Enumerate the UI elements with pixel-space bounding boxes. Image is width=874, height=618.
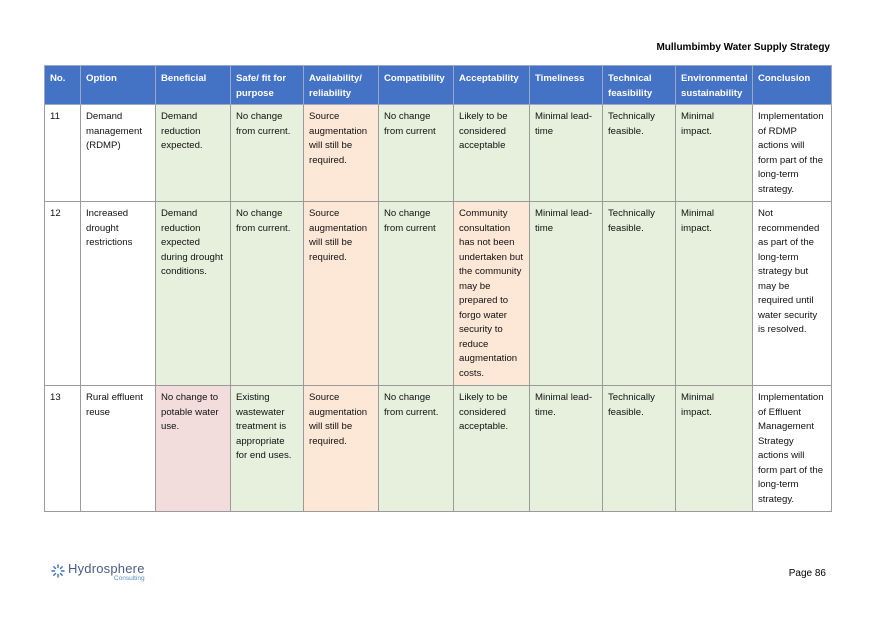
logo-name: Hydrosphere	[68, 561, 145, 576]
cell-environmental: Minimal impact.	[676, 386, 753, 512]
options-assessment-table	[44, 65, 832, 512]
cell-conclusion: Not recommended as part of the long-term strategy but may be required until water security is resolved.	[753, 202, 832, 386]
cell-compatibility: No change from current	[379, 202, 454, 386]
document-title: Mullumbimby Water Supply Strategy	[656, 42, 830, 53]
cell-timeliness: Minimal lead-time.	[530, 386, 603, 512]
column-header-conclusion: Conclusion	[753, 66, 832, 105]
cell-environmental: Minimal impact.	[676, 105, 753, 202]
table-row	[45, 105, 832, 202]
table-header-row	[45, 66, 832, 105]
cell-timeliness: Minimal lead-time	[530, 202, 603, 386]
cell-availability: Source augmentation will still be required.	[304, 202, 379, 386]
cell-timeliness: Minimal lead-time	[530, 105, 603, 202]
cell-acceptability: Community consultation has not been undertaken but the community may be prepared to forgo water security to reduce augmentation costs.	[454, 202, 530, 386]
column-header-technical: Technical feasibility	[603, 66, 676, 105]
cell-availability: Source augmentation will still be required.	[304, 105, 379, 202]
column-header-option: Option	[81, 66, 156, 105]
cell-technical: Technically feasible.	[603, 386, 676, 512]
cell-technical: Technically feasible.	[603, 202, 676, 386]
cell-conclusion: Implementation of RDMP actions will form part of the long-term strategy.	[753, 105, 832, 202]
cell-compatibility: No change from current.	[379, 386, 454, 512]
water-swirl-icon	[50, 563, 66, 579]
column-header-beneficial: Beneficial	[156, 66, 231, 105]
cell-no: 12	[45, 202, 81, 386]
cell-environmental: Minimal impact.	[676, 202, 753, 386]
hydrosphere-logo	[50, 562, 145, 583]
cell-acceptability: Likely to be considered acceptable	[454, 105, 530, 202]
column-header-no: No.	[45, 66, 81, 105]
column-header-environmental: Environmental sustainability	[676, 66, 753, 105]
cell-no: 13	[45, 386, 81, 512]
column-header-safe: Safe/ fit for purpose	[231, 66, 304, 105]
logo-subtitle: Consulting	[113, 575, 145, 582]
cell-option: Rural effluent reuse	[81, 386, 156, 512]
cell-acceptability: Likely to be considered acceptable.	[454, 386, 530, 512]
cell-conclusion: Implementation of Effluent Management Strategy actions will form part of the long-term strategy.	[753, 386, 832, 512]
cell-beneficial: Demand reduction expected.	[156, 105, 231, 202]
cell-safe: No change from current.	[231, 202, 304, 386]
page-number: Page 86	[788, 568, 826, 579]
cell-safe: No change from current.	[231, 105, 304, 202]
cell-technical: Technically feasible.	[603, 105, 676, 202]
table-row	[45, 386, 832, 512]
column-header-acceptability: Acceptability	[454, 66, 530, 105]
cell-compatibility: No change from current	[379, 105, 454, 202]
cell-safe: Existing wastewater treatment is appropriate for end uses.	[231, 386, 304, 512]
cell-availability: Source augmentation will still be required.	[304, 386, 379, 512]
cell-option: Increased drought restrictions	[81, 202, 156, 386]
column-header-availability: Availability/ reliability	[304, 66, 379, 105]
column-header-compatibility: Compatibility	[379, 66, 454, 105]
column-header-timeliness: Timeliness	[530, 66, 603, 105]
cell-beneficial: Demand reduction expected during drought conditions.	[156, 202, 231, 386]
cell-no: 11	[45, 105, 81, 202]
cell-beneficial: No change to potable water use.	[156, 386, 231, 512]
cell-option: Demand management (RDMP)	[81, 105, 156, 202]
table-row	[45, 202, 832, 386]
